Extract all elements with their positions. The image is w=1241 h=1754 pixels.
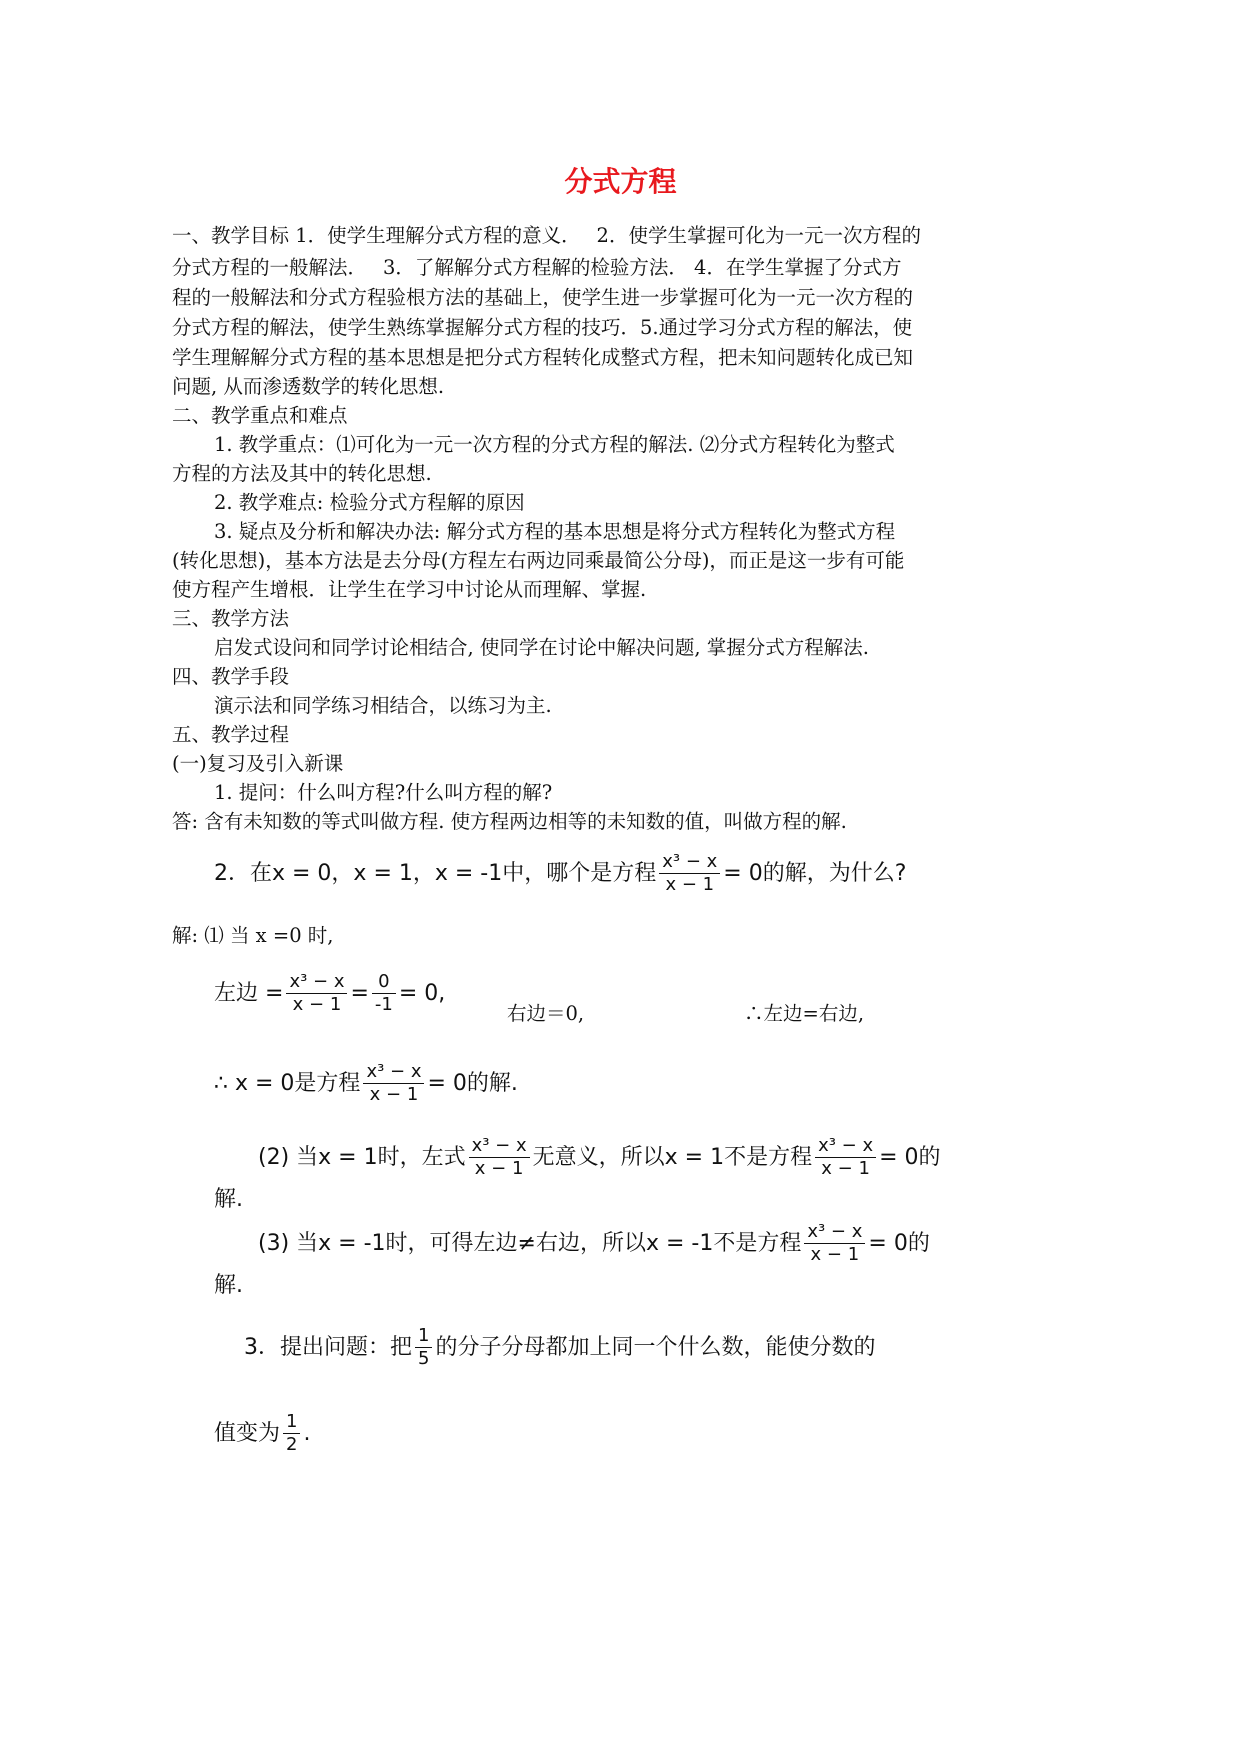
question-2 bbox=[214, 852, 906, 895]
zero-fraction bbox=[372, 972, 396, 1015]
conclusion-prefix: ∴ x = 0是方程 bbox=[214, 1070, 361, 1096]
solution-intro: 解: ⑴ 当 x =0 时, bbox=[172, 924, 334, 947]
conclusion-line bbox=[214, 1062, 518, 1105]
question-3-line2-suffix: . bbox=[303, 1420, 311, 1446]
review-heading: (一)复习及引入新课 bbox=[172, 752, 344, 775]
question-3-line-2 bbox=[214, 1412, 310, 1455]
case-2-fraction-2 bbox=[815, 1136, 876, 1179]
left-side-fraction bbox=[286, 972, 347, 1015]
fraction-denominator: -1 bbox=[374, 994, 393, 1015]
left-side-evaluation bbox=[214, 972, 445, 1015]
case-2-suffix: = 0的 bbox=[879, 1144, 941, 1170]
case-3-fraction bbox=[804, 1222, 865, 1265]
doubt-line-3: 使方程产生增根．让学生在学习中讨论从而理解、掌握. bbox=[172, 578, 647, 601]
fraction-denominator: x − 1 bbox=[665, 874, 715, 895]
fraction-numerator: x³ − x bbox=[659, 852, 720, 874]
case-2-mid: 无意义，所以x = 1不是方程 bbox=[532, 1144, 813, 1170]
objectives-line-4: 分式方程的解法，使学生熟练掌握解分式方程的技巧．5.通过学习分式方程的解法，使 bbox=[172, 316, 913, 339]
one-fifth-fraction bbox=[415, 1326, 432, 1369]
fraction-numerator: x³ − x bbox=[815, 1136, 876, 1158]
fraction-denominator: x − 1 bbox=[474, 1158, 524, 1179]
case-3-prefix: (3) 当x = -1时，可得左边≠右边，所以x = -1不是方程 bbox=[258, 1230, 802, 1256]
question-3-prefix: 3．提出问题：把 bbox=[244, 1334, 412, 1360]
equals-zero: = 0, bbox=[398, 980, 446, 1006]
question-2-prefix: 2．在x = 0，x = 1，x = -1中，哪个是方程 bbox=[214, 860, 657, 886]
case-3-line bbox=[258, 1222, 930, 1265]
fraction-numerator: x³ − x bbox=[804, 1222, 865, 1244]
question-3-line-1 bbox=[244, 1326, 875, 1369]
objectives-line-5: 学生理解解分式方程的基本思想是把分式方程转化成整式方程，把未知问题转化成已知 bbox=[172, 346, 914, 369]
doubt-line-2: (转化思想)，基本方法是去分母(方程左右两边同乘最简公分母)，而正是这一步有可能 bbox=[172, 549, 905, 572]
case-2-prefix: (2) 当x = 1时，左式 bbox=[258, 1144, 466, 1170]
fraction-numerator: 1 bbox=[283, 1412, 300, 1434]
fraction-denominator: 5 bbox=[418, 1348, 430, 1369]
fraction-numerator: 0 bbox=[372, 972, 396, 994]
one-half-fraction bbox=[283, 1412, 300, 1455]
right-side-value: 右边＝0, bbox=[507, 1002, 585, 1025]
conclusion-suffix: = 0的解. bbox=[427, 1070, 518, 1096]
section3-heading: 三、教学方法 bbox=[172, 607, 290, 630]
fraction-denominator: x − 1 bbox=[292, 994, 342, 1015]
equals-sign: = bbox=[350, 980, 369, 1006]
objectives-line-3: 程的一般解法和分式方程验根方法的基础上，使学生进一步掌握可化为一元一次方程的 bbox=[172, 286, 914, 309]
fraction-numerator: 1 bbox=[415, 1326, 432, 1348]
fraction-numerator: x³ − x bbox=[469, 1136, 530, 1158]
fraction-denominator: x − 1 bbox=[369, 1084, 419, 1105]
case-3-suffix: = 0的 bbox=[868, 1230, 930, 1256]
section5-heading: 五、教学过程 bbox=[172, 723, 290, 746]
means-body: 演示法和同学练习相结合，以练习为主. bbox=[214, 694, 552, 717]
method-body: 启发式设问和同学讨论相结合, 使同学在讨论中解决问题, 掌握分式方程解法. bbox=[214, 636, 869, 659]
conclusion-fraction bbox=[363, 1062, 424, 1105]
section2-heading: 二、教学重点和难点 bbox=[172, 404, 348, 427]
fraction-denominator: 2 bbox=[286, 1434, 298, 1455]
case-2-line bbox=[258, 1136, 941, 1179]
therefore-equal: ∴左边=右边, bbox=[744, 1002, 865, 1025]
fraction-numerator: x³ − x bbox=[363, 1062, 424, 1084]
question-3-suffix: 的分子分母都加上同一个什么数，能使分数的 bbox=[435, 1334, 876, 1360]
case-2-tail: 解. bbox=[214, 1187, 243, 1212]
keypoint-line-2: 方程的方法及其中的转化思想. bbox=[172, 462, 432, 485]
objectives-line-2: 分式方程的一般解法． 3．了解解分式方程解的检验方法． 4．在学生掌握了分式方 bbox=[172, 256, 902, 279]
keypoint-line-1: 1. 教学重点：⑴可化为一元一次方程的分式方程的解法. ⑵分式方程转化为整式 bbox=[214, 433, 895, 456]
doubt-line-1: 3. 疑点及分析和解决办法: 解分式方程的基本思想是将分式方程转化为整式方程 bbox=[214, 520, 896, 543]
fraction-denominator: x − 1 bbox=[821, 1158, 870, 1179]
difficulty-line: 2. 教学难点: 检验分式方程解的原因 bbox=[214, 491, 525, 514]
question-3-line2-prefix: 值变为 bbox=[214, 1420, 281, 1446]
question-1: 1. 提问：什么叫方程?什么叫方程的解? bbox=[214, 781, 553, 804]
objectives-line-6: 问题, 从而渗透数学的转化思想. bbox=[172, 375, 445, 398]
equation-fraction bbox=[659, 852, 720, 895]
case-3-tail: 解. bbox=[214, 1273, 243, 1298]
case-2-fraction-1 bbox=[469, 1136, 530, 1179]
page-title: 分式方程 bbox=[564, 165, 677, 198]
objectives-line-1: 一、教学目标 1．使学生理解分式方程的意义． 2．使学生掌握可化为一元一次方程的 bbox=[172, 224, 921, 247]
fraction-numerator: x³ − x bbox=[286, 972, 347, 994]
section4-heading: 四、教学手段 bbox=[172, 665, 290, 688]
left-side-label: 左边 = bbox=[214, 980, 284, 1006]
fraction-denominator: x − 1 bbox=[810, 1244, 860, 1265]
question-2-suffix: = 0的解，为什么? bbox=[723, 860, 907, 886]
answer-1: 答: 含有未知数的等式叫做方程. 使方程两边相等的未知数的值，叫做方程的解. bbox=[172, 810, 847, 833]
